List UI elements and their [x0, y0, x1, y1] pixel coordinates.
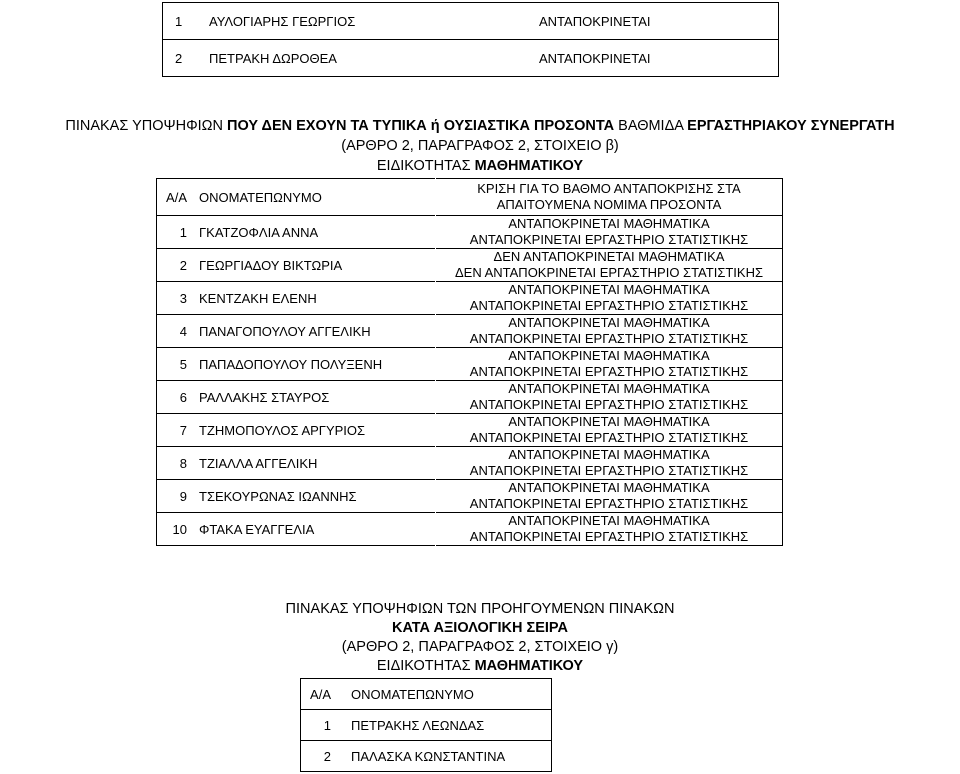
status-cell: ΑΝΤΑΠΟΚΡΙΝΕΤΑΙ — [539, 13, 651, 29]
criteria-cell — [436, 282, 783, 315]
table-row — [157, 282, 783, 315]
criteria-line-lab: ΔΕΝ ΑΝΤΑΠΟΚΡΙΝΕΤΑΙ ΕΡΓΑΣΤΗΡΙΟ ΣΤΑΤΙΣΤΙΚΗΣ — [454, 265, 764, 280]
table-row — [157, 315, 783, 348]
table-header-row — [157, 179, 783, 216]
status-cell: ΑΝΤΑΠΟΚΡΙΝΕΤΑΙ — [539, 40, 779, 77]
header-name: ΟΝΟΜΑΤΕΠΩΝΥΜΟ — [199, 189, 322, 205]
top-results-table — [162, 2, 779, 77]
table-row — [157, 513, 783, 546]
criteria-line-math: ΑΝΤΑΠΟΚΡΙΝΕΤΑΙ ΜΑΘΗΜΑΤΙΚΑ — [508, 216, 710, 231]
candidate-name: ΤΖΗΜΟΠΟΥΛΟΣ ΑΡΓΥΡΙΟΣ — [199, 414, 436, 447]
criteria-line-lab: ΑΝΤΑΠΟΚΡΙΝΕΤΑΙ ΕΡΓΑΣΤΗΡΙΟ ΣΤΑΤΙΣΤΙΚΗΣ — [469, 496, 749, 511]
criteria-line-math: ΑΝΤΑΠΟΚΡΙΝΕΤΑΙ ΜΑΘΗΜΑΤΙΚΑ — [508, 381, 710, 396]
table-row — [301, 741, 552, 772]
section2-line3: (ΑΡΘΡΟ 2, ΠΑΡΑΓΡΑΦΟΣ 2, ΣΤΟΙΧΕΙΟ γ) — [341, 639, 619, 655]
table-row — [157, 249, 783, 282]
row-number: 7 — [157, 414, 200, 447]
ranking-table — [300, 678, 552, 772]
header-num: Α/Α — [166, 189, 187, 205]
candidate-name: ΓΚΑΤΖΟΦΛΙΑ ΑΝΝΑ — [199, 216, 436, 249]
criteria-line-math: ΑΝΤΑΠΟΚΡΙΝΕΤΑΙ ΜΑΘΗΜΑΤΙΚΑ — [508, 414, 710, 429]
table-row — [157, 216, 783, 249]
criteria-cell — [436, 480, 783, 513]
criteria-line-lab: ΑΝΤΑΠΟΚΡΙΝΕΤΑΙ ΕΡΓΑΣΤΗΡΙΟ ΣΤΑΤΙΣΤΙΚΗΣ — [469, 529, 749, 544]
row-number: 2 — [157, 249, 200, 282]
row-number: 10 — [157, 513, 200, 546]
title-text: ΕΙΔΙΚΟΤΗΤΑΣ — [376, 658, 475, 674]
title-text: ΕΙΔΙΚΟΤΗΤΑΣ — [376, 158, 475, 174]
criteria-line-lab: ΑΝΤΑΠΟΚΡΙΝΕΤΑΙ ΕΡΓΑΣΤΗΡΙΟ ΣΤΑΤΙΣΤΙΚΗΣ — [469, 397, 749, 412]
section2-line2 — [0, 619, 960, 638]
title-text: ΒΑΘΜΙΔΑ — [614, 118, 688, 134]
candidate-name: ΡΑΛΛΑΚΗΣ ΣΤΑΥΡΟΣ — [199, 381, 436, 414]
section1-line1 — [0, 116, 960, 136]
row-number: 1 — [301, 710, 352, 741]
header-criteria-line2: ΑΠΑΙΤΟΥΜΕΝΑ ΝΟΜΙΜΑ ΠΡΟΣΟΝΤΑ — [496, 197, 722, 212]
criteria-line-math: ΑΝΤΑΠΟΚΡΙΝΕΤΑΙ ΜΑΘΗΜΑΤΙΚΑ — [508, 282, 710, 297]
row-number: 8 — [157, 447, 200, 480]
criteria-line-lab: ΑΝΤΑΠΟΚΡΙΝΕΤΑΙ ΕΡΓΑΣΤΗΡΙΟ ΣΤΑΤΙΣΤΙΚΗΣ — [469, 463, 749, 478]
criteria-line-math: ΑΝΤΑΠΟΚΡΙΝΕΤΑΙ ΜΑΘΗΜΑΤΙΚΑ — [508, 513, 710, 528]
table-row — [301, 710, 552, 741]
criteria-cell — [436, 381, 783, 414]
section1-line3 — [0, 156, 960, 176]
candidate-name: ΠΑΠΑΔΟΠΟΥΛΟΥ ΠΟΛΥΞΕΝΗ — [199, 348, 436, 381]
section2-line4 — [0, 657, 960, 676]
row-number: 3 — [157, 282, 200, 315]
title-bold-text: ΠΟΥ ΔΕΝ ΕΧΟΥΝ ΤΑ ΤΥΠΙΚΑ ή ΟΥΣΙΑΣΤΙΚΑ ΠΡΟΣΟΝΤΑ — [227, 118, 615, 134]
candidate-name: ΓΕΩΡΓΙΑΔΟΥ ΒΙΚΤΩΡΙΑ — [199, 249, 436, 282]
criteria-line-math: ΔΕΝ ΑΝΤΑΠΟΚΡΙΝΕΤΑΙ ΜΑΘΗΜΑΤΙΚΑ — [493, 249, 725, 264]
criteria-line-lab: ΑΝΤΑΠΟΚΡΙΝΕΤΑΙ ΕΡΓΑΣΤΗΡΙΟ ΣΤΑΤΙΣΤΙΚΗΣ — [469, 430, 749, 445]
criteria-cell — [436, 216, 783, 249]
criteria-line-lab: ΑΝΤΑΠΟΚΡΙΝΕΤΑΙ ΕΡΓΑΣΤΗΡΙΟ ΣΤΑΤΙΣΤΙΚΗΣ — [469, 364, 749, 379]
title-bold-text: ΚΑΤΑ ΑΞΙΟΛΟΓΙΚΗ ΣΕΙΡΑ — [392, 620, 568, 636]
section2-line1: ΠΙΝΑΚΑΣ ΥΠΟΨΗΦΙΩΝ ΤΩΝ ΠΡΟΗΓΟΥΜΕΝΩΝ ΠΙΝΑΚΩΝ — [285, 601, 675, 617]
candidates-criteria-table — [156, 178, 783, 546]
candidate-name: ΤΖΙΑΛΛΑ ΑΓΓΕΛΙΚΗ — [199, 447, 436, 480]
header-criteria — [436, 179, 783, 216]
table-row — [163, 3, 779, 40]
candidate-name: ΤΣΕΚΟΥΡΩΝΑΣ ΙΩΑΝΝΗΣ — [199, 480, 436, 513]
table-row — [157, 480, 783, 513]
header-name: ΟΝΟΜΑΤΕΠΩΝΥΜΟ — [351, 686, 474, 702]
row-number: 6 — [157, 381, 200, 414]
criteria-line-math: ΑΝΤΑΠΟΚΡΙΝΕΤΑΙ ΜΑΘΗΜΑΤΙΚΑ — [508, 315, 710, 330]
criteria-line-lab: ΑΝΤΑΠΟΚΡΙΝΕΤΑΙ ΕΡΓΑΣΤΗΡΙΟ ΣΤΑΤΙΣΤΙΚΗΣ — [469, 331, 749, 346]
criteria-cell — [436, 513, 783, 546]
section1-line2: (ΑΡΘΡΟ 2, ΠΑΡΑΓΡΑΦΟΣ 2, ΣΤΟΙΧΕΙΟ β) — [341, 138, 619, 154]
criteria-cell — [436, 348, 783, 381]
table-row — [157, 348, 783, 381]
section2-title — [0, 600, 960, 676]
criteria-line-math: ΑΝΤΑΠΟΚΡΙΝΕΤΑΙ ΜΑΘΗΜΑΤΙΚΑ — [508, 447, 710, 462]
header-criteria-line1: ΚΡΙΣΗ ΓΙΑ ΤΟ ΒΑΘΜΟ ΑΝΤΑΠΟΚΡΙΣΗΣ ΣΤΑ — [477, 181, 741, 196]
table-row — [163, 40, 779, 77]
title-bold-text: ΜΑΘΗΜΑΤΙΚΟΥ — [474, 158, 584, 174]
row-number: 4 — [157, 315, 200, 348]
table-row — [157, 414, 783, 447]
criteria-cell — [436, 249, 783, 282]
candidate-name: ΠΕΤΡΑΚΗΣ ΛΕΩΝΔΑΣ — [351, 710, 552, 741]
candidate-name: ΦΤΑΚΑ ΕΥΑΓΓΕΛΙΑ — [199, 513, 436, 546]
criteria-cell — [436, 447, 783, 480]
table-row — [157, 381, 783, 414]
criteria-cell — [436, 315, 783, 348]
candidate-name: ΚΕΝΤΖΑΚΗ ΕΛΕΝΗ — [199, 282, 436, 315]
title-bold-text: ΜΑΘΗΜΑΤΙΚΟΥ — [474, 658, 584, 674]
row-number: 2 — [301, 741, 352, 772]
table-row — [157, 447, 783, 480]
row-number: 5 — [157, 348, 200, 381]
criteria-line-math: ΑΝΤΑΠΟΚΡΙΝΕΤΑΙ ΜΑΘΗΜΑΤΙΚΑ — [508, 348, 710, 363]
criteria-cell — [436, 414, 783, 447]
criteria-line-lab: ΑΝΤΑΠΟΚΡΙΝΕΤΑΙ ΕΡΓΑΣΤΗΡΙΟ ΣΤΑΤΙΣΤΙΚΗΣ — [469, 298, 749, 313]
criteria-line-lab: ΑΝΤΑΠΟΚΡΙΝΕΤΑΙ ΕΡΓΑΣΤΗΡΙΟ ΣΤΑΤΙΣΤΙΚΗΣ — [469, 232, 749, 247]
title-bold-text: ΕΡΓΑΣΤΗΡΙΑΚΟΥ ΣΥΝΕΡΓΑΤΗ — [687, 118, 895, 134]
section1-title — [0, 116, 960, 176]
row-number: 2 — [163, 40, 210, 77]
candidate-name: ΠΕΤΡΑΚΗ ΔΩΡΟΘΕΑ — [209, 40, 539, 77]
row-number: 1 — [157, 216, 200, 249]
title-text: ΠΙΝΑΚΑΣ ΥΠΟΨΗΦΙΩΝ — [65, 118, 228, 134]
row-number: 1 — [175, 13, 183, 29]
header-num: Α/Α — [310, 686, 331, 702]
criteria-line-math: ΑΝΤΑΠΟΚΡΙΝΕΤΑΙ ΜΑΘΗΜΑΤΙΚΑ — [508, 480, 710, 495]
candidate-name: ΠΑΝΑΓΟΠΟΥΛΟΥ ΑΓΓΕΛΙΚΗ — [199, 315, 436, 348]
table-header-row — [301, 679, 552, 710]
row-number: 9 — [157, 480, 200, 513]
candidate-name: ΠΑΛΑΣΚΑ ΚΩΝΣΤΑΝΤΙΝΑ — [351, 741, 552, 772]
candidate-name: ΑΥΛΟΓΙΑΡΗΣ ΓΕΩΡΓΙΟΣ — [209, 13, 356, 29]
